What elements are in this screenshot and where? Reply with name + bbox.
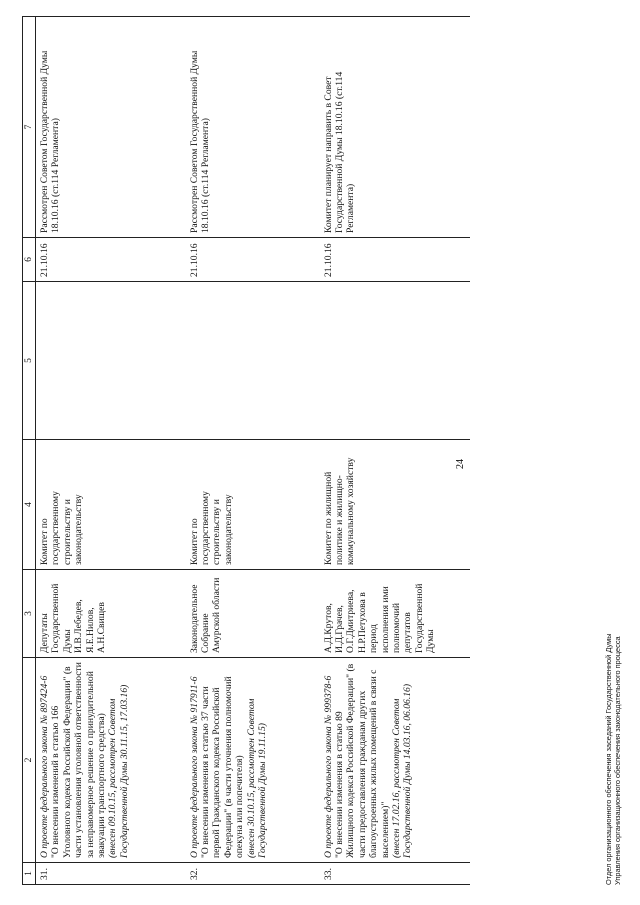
column-header: 3: [23, 570, 36, 658]
bill-title: О проекте федерального закона № 897424-6: [39, 675, 50, 858]
table-row: [320, 17, 470, 885]
date-cell: 21.10.16: [320, 238, 470, 282]
committee-cell: Комитет по государственному строительству и законодательству: [36, 440, 186, 570]
footer-line-2: Управления организационного обеспечения законодательного процесса: [613, 636, 622, 885]
bill-description-cell: [320, 658, 470, 863]
committee-cell: Комитет по жилищной политике и жилищно-коммунальному хозяйству: [320, 440, 470, 570]
bill-description-cell: [186, 658, 320, 863]
column-header: 1: [23, 863, 36, 885]
table-header-row: [23, 17, 36, 885]
footer: [604, 633, 622, 885]
table-row: [36, 17, 186, 885]
column-5-cell: [186, 282, 320, 440]
committee-cell: Комитет по государственному строительству и законодательству: [186, 440, 320, 570]
date-cell: 21.10.16: [186, 238, 320, 282]
bill-title: О проекте федерального закона № 917911-6: [188, 676, 200, 858]
row-number: 32.: [186, 863, 320, 885]
bill-quote: "О внесении изменения в статью 89 Жилищного кодекса Российской Федерации" (в части предоставления гражданам других благоустроенных жилых помещений в связи с выселением)": [333, 663, 391, 858]
column-header: 2: [23, 658, 36, 863]
column-5-cell: [320, 282, 470, 440]
date-cell: 21.10.16: [36, 238, 186, 282]
row-number: 31.: [36, 863, 186, 885]
initiator-cell: А.Д.Крутов, И.Д.Грачев, О.Г.Дмитриева, Н.Р.Петухова в период исполнения ими полномочий депутатов Государственной Думы: [320, 570, 470, 658]
bill-quote: "О внесении изменений в статью 166 Уголовного кодекса Российской Федерации" (в части установления уголовной ответственности за неправомерное решение о принудительной эвакуации транспортного средства): [50, 662, 108, 858]
column-header: 6: [23, 238, 36, 282]
bills-table: [22, 16, 470, 885]
initiator-cell: Законодательное Собрание Амурской области: [186, 570, 320, 658]
column-header: 7: [23, 17, 36, 238]
bill-note: (внесен 09.10.15, рассмотрен Советом Государственной Думы 30.11.15, 17.03.16): [107, 684, 130, 858]
bill-note: (внесен 17.02.16, рассмотрен Советом Государственной Думы 14.03.16, 06.06.16): [390, 683, 414, 858]
column-5-cell: [36, 282, 186, 440]
bill-note: (внесен 30.10.15, рассмотрен Советом Государственной Думы 19.11.15): [245, 698, 268, 858]
footer-line-1: Отдел организационного обеспечения заседаний Государственной Думы: [604, 633, 613, 885]
row-number: 33.: [320, 863, 470, 885]
bill-quote: "О внесении изменения в статью 37 части первой Гражданского кодекса Российской Федерации" (в части уточнения полномочий опекуна или попечителя): [199, 676, 246, 858]
bill-title: О проекте федерального закона № 999378-6: [322, 675, 334, 858]
column-header: 5: [23, 282, 36, 440]
page-number: 24: [455, 459, 466, 469]
bill-description-cell: [36, 658, 186, 863]
column-header: 4: [23, 440, 36, 570]
status-cell: Комитет планирует направить в Совет Государственной Думы 18.10.16 (ст.114 Регламента): [320, 17, 470, 238]
status-cell: Рассмотрен Советом Государственной Думы 18.10.16 (ст.114 Регламента): [186, 17, 320, 238]
status-cell: Рассмотрен Советом Государственной Думы 18.10.16 (ст.114 Регламента): [36, 17, 186, 238]
initiator-cell: Депутаты Государственной Думы И.В.Лебедев, Я.Е.Нилов, А.Н.Свищев: [36, 570, 186, 658]
table-row: [186, 17, 320, 885]
